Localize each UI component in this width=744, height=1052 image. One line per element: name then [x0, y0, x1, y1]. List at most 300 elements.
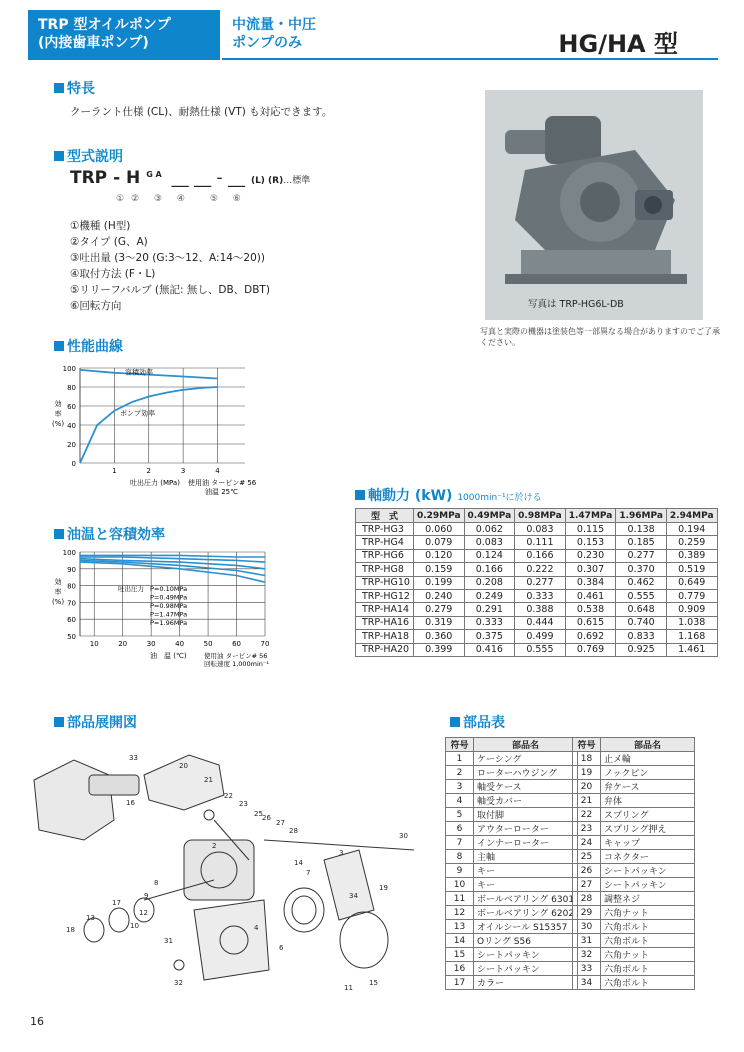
part-name: 弁ケース: [601, 780, 695, 794]
table-row: [446, 864, 578, 878]
part-number: 27: [573, 878, 601, 892]
part-number: 23: [573, 822, 601, 836]
value-cell: 1.168: [666, 630, 717, 643]
col-name: 部品名: [474, 738, 578, 752]
part-number: 26: [573, 864, 601, 878]
value-cell: 0.461: [565, 589, 616, 602]
table-row: [446, 906, 578, 920]
part-number: 7: [446, 836, 474, 850]
value-cell: 0.307: [565, 563, 616, 576]
shaft-power-heading: 軸動力 (kW) 1000min⁻¹に於ける: [355, 485, 542, 505]
value-cell: 0.370: [616, 563, 667, 576]
value-cell: 0.259: [666, 536, 717, 549]
section-marker-icon: [54, 151, 64, 161]
value-cell: 0.166: [464, 563, 515, 576]
table-row: [573, 878, 695, 892]
part-name: キャップ: [601, 836, 695, 850]
svg-text:17: 17: [112, 899, 121, 907]
photo-caption: 写真は TRP-HG6L-DB: [528, 299, 624, 310]
y-tick-label: 100: [62, 365, 76, 373]
value-cell: 0.615: [565, 616, 616, 629]
table-row: [446, 878, 578, 892]
value-cell: 0.779: [666, 589, 717, 602]
y-tick-label: 60: [67, 403, 76, 411]
part-number: 2: [446, 766, 474, 780]
y-tick-label: 20: [67, 441, 76, 449]
model-cell: TRP-HA18: [356, 630, 414, 643]
model-cell: TRP-HA20: [356, 643, 414, 656]
part-number: 9: [446, 864, 474, 878]
part-name: キー: [474, 864, 578, 878]
model-code-prefix: TRP - H: [70, 168, 141, 188]
part-number: 14: [446, 934, 474, 948]
part-name: 弁体: [601, 794, 695, 808]
svg-text:18: 18: [66, 926, 75, 934]
list-item: ②タイプ (G、A): [70, 236, 148, 248]
part-name: カラー: [474, 976, 578, 990]
table-row: [446, 976, 578, 990]
model-code: [70, 168, 310, 188]
column-header: 1.47MPa: [565, 509, 616, 523]
table-row: [446, 836, 578, 850]
condition-text: 油温 25℃: [205, 488, 238, 496]
part-number: 31: [573, 934, 601, 948]
svg-text:33: 33: [129, 754, 138, 762]
list-item: ④取付方法 (F・L): [70, 268, 156, 280]
table-row: [573, 948, 695, 962]
value-cell: 0.648: [616, 603, 667, 616]
parts-table-right: [572, 737, 695, 990]
x-axis-label: 吐出圧力 (MPa): [130, 479, 180, 487]
part-number: 34: [573, 976, 601, 990]
shaft-power-table: [355, 508, 718, 657]
y-tick-label: 0: [71, 460, 76, 468]
value-cell: 0.277: [515, 576, 566, 589]
table-row: [573, 906, 695, 920]
legend-title: 吐出圧力: [118, 585, 144, 593]
value-cell: 0.277: [616, 549, 667, 562]
svg-text:19: 19: [379, 884, 388, 892]
exploded-heading: 部品展開図: [54, 712, 137, 732]
value-cell: 0.279: [413, 603, 464, 616]
value-cell: 0.416: [464, 643, 515, 656]
value-cell: 0.375: [464, 630, 515, 643]
part-name: オイルシール S15357: [474, 920, 578, 934]
value-cell: 1.038: [666, 616, 717, 629]
value-cell: 0.389: [666, 549, 717, 562]
x-tick-label: 1: [112, 467, 117, 475]
table-row: [446, 822, 578, 836]
part-name: 止メ輪: [601, 752, 695, 766]
legend-item: P=1.47MPa: [150, 610, 188, 619]
x-tick-label: 20: [118, 640, 128, 648]
y-axis-label: (%): [51, 420, 65, 428]
column-header: 0.98MPa: [515, 509, 566, 523]
svg-text:28: 28: [289, 827, 298, 835]
table-row: [446, 808, 578, 822]
svg-text:6: 6: [279, 944, 284, 952]
model-code-blanks: __ __ - __: [171, 168, 246, 188]
part-name: キー: [474, 878, 578, 892]
x-tick-label: 60: [232, 640, 241, 648]
table-row: [356, 549, 718, 562]
part-number: 1: [446, 752, 474, 766]
value-cell: 0.222: [515, 563, 566, 576]
model-code-rl: (L) (R): [250, 176, 284, 186]
section-marker-icon: [54, 83, 64, 93]
svg-text:34: 34: [349, 892, 358, 900]
part-name: アウターローター: [474, 822, 578, 836]
value-cell: 0.692: [565, 630, 616, 643]
oil-temp-heading: 油温と容積効率: [54, 524, 165, 544]
part-number: 19: [573, 766, 601, 780]
table-row: [356, 536, 718, 549]
part-name: 六角ナット: [601, 948, 695, 962]
table-row: [356, 630, 718, 643]
table-row: [446, 948, 578, 962]
features-heading: 特長: [54, 78, 95, 98]
list-item: ①機種 (H型): [70, 220, 131, 232]
part-number: 32: [573, 948, 601, 962]
table-row: [573, 892, 695, 906]
value-cell: 0.444: [515, 616, 566, 629]
header-category-line1: TRP 型オイルポンプ: [38, 17, 171, 33]
table-row: [573, 808, 695, 822]
column-header: 1.96MPa: [616, 509, 667, 523]
part-number: 3: [446, 780, 474, 794]
value-cell: 0.360: [413, 630, 464, 643]
model-heading: 型式説明: [54, 146, 123, 166]
value-cell: 0.388: [515, 603, 566, 616]
table-row: [573, 836, 695, 850]
col-no: 符号: [446, 738, 474, 752]
part-number: 33: [573, 962, 601, 976]
value-cell: 0.649: [666, 576, 717, 589]
table-row: [446, 794, 578, 808]
section-marker-icon: [355, 490, 365, 500]
part-number: 5: [446, 808, 474, 822]
table-row: [573, 920, 695, 934]
value-cell: 0.319: [413, 616, 464, 629]
y-tick-label: 100: [62, 549, 76, 557]
part-name: ボールベアリング 6301: [474, 892, 578, 906]
table-row: [573, 962, 695, 976]
table-row: [356, 576, 718, 589]
value-cell: 0.462: [616, 576, 667, 589]
part-name: シートパッキン: [474, 962, 578, 976]
value-cell: 0.060: [413, 523, 464, 536]
part-name: ノックピン: [601, 766, 695, 780]
table-row: [573, 794, 695, 808]
value-cell: 0.199: [413, 576, 464, 589]
svg-text:32: 32: [174, 979, 183, 987]
value-cell: 0.909: [666, 603, 717, 616]
model-cell: TRP-HG6: [356, 549, 414, 562]
x-tick-label: 10: [89, 640, 99, 648]
table-row: [573, 976, 695, 990]
parts-heading: 部品表: [450, 712, 505, 732]
table-row: [446, 850, 578, 864]
part-number: 11: [446, 892, 474, 906]
legend-item: P=0.10MPa: [150, 585, 188, 593]
svg-text:10: 10: [130, 922, 139, 930]
section-marker-icon: [54, 529, 64, 539]
header-category-line2: (内接歯車ポンプ): [38, 35, 149, 51]
header-sub-line1: 中流量・中圧: [232, 17, 316, 33]
part-name: インナーローター: [474, 836, 578, 850]
product-photo: [485, 90, 703, 320]
table-row: [573, 780, 695, 794]
table-row: [446, 752, 578, 766]
shaft-power-sub: 1000min⁻¹に於ける: [457, 493, 542, 503]
part-name: 主軸: [474, 850, 578, 864]
svg-text:25: 25: [254, 810, 263, 818]
part-number: 18: [573, 752, 601, 766]
svg-text:31: 31: [164, 937, 173, 945]
page-number: 16: [30, 1015, 44, 1028]
svg-text:13: 13: [86, 914, 95, 922]
part-name: ケーシング: [474, 752, 578, 766]
svg-text:30: 30: [399, 832, 408, 840]
model-cell: TRP-HG8: [356, 563, 414, 576]
part-name: 六角ボルト: [601, 934, 695, 948]
value-cell: 0.120: [413, 549, 464, 562]
column-header: 0.29MPa: [413, 509, 464, 523]
list-item: ⑤リリーフバルブ (無記: 無し、DB、DBT): [70, 284, 270, 296]
model-cell: TRP-HA16: [356, 616, 414, 629]
part-number: 22: [573, 808, 601, 822]
part-name: ボールベアリング 6202: [474, 906, 578, 920]
list-item: ⑥回転方向: [70, 300, 122, 312]
value-cell: 0.230: [565, 549, 616, 562]
part-name: シートパッキン: [601, 864, 695, 878]
column-header: 型 式: [356, 509, 414, 523]
value-cell: 0.769: [565, 643, 616, 656]
parts-table-left: [445, 737, 578, 990]
model-cell: TRP-HG10: [356, 576, 414, 589]
condition-text: 使用油 タービン# 56: [204, 652, 268, 660]
svg-text:27: 27: [276, 819, 285, 827]
page-title: HG/HA 型: [558, 30, 678, 58]
part-number: 10: [446, 878, 474, 892]
part-name: 六角ナット: [601, 906, 695, 920]
part-name: シートパッキン: [601, 878, 695, 892]
value-cell: 0.185: [616, 536, 667, 549]
legend-item: P=0.49MPa: [150, 593, 188, 602]
part-name: 六角ボルト: [601, 962, 695, 976]
series-label: ポンプ効率: [120, 409, 155, 418]
value-cell: 0.833: [616, 630, 667, 643]
column-header: 0.49MPa: [464, 509, 515, 523]
y-axis-label: 率: [54, 588, 62, 596]
model-items: [70, 218, 270, 314]
header-sub-line2: ポンプのみ: [232, 35, 302, 51]
y-axis-label: 率: [54, 410, 62, 418]
svg-text:21: 21: [204, 776, 213, 784]
value-cell: 0.062: [464, 523, 515, 536]
part-number: 20: [573, 780, 601, 794]
table-row: [573, 934, 695, 948]
value-cell: 0.159: [413, 563, 464, 576]
y-axis-label: (%): [51, 598, 65, 606]
part-name: Oリング S56: [474, 934, 578, 948]
part-name: 六角ボルト: [601, 976, 695, 990]
value-cell: 0.083: [515, 523, 566, 536]
y-tick-label: 50: [67, 633, 76, 641]
value-cell: 0.111: [515, 536, 566, 549]
svg-text:20: 20: [179, 762, 188, 770]
part-name: 取付脚: [474, 808, 578, 822]
col-name: 部品名: [601, 738, 695, 752]
x-axis-label: 油 温 (℃): [150, 652, 187, 660]
part-name: スプリング押え: [601, 822, 695, 836]
table-row: [573, 766, 695, 780]
legend-item: P=1.96MPa: [150, 619, 188, 627]
header-model-area: [352, 10, 718, 60]
svg-text:8: 8: [154, 879, 159, 887]
part-number: 15: [446, 948, 474, 962]
value-cell: 0.249: [464, 589, 515, 602]
condition-text: 使用油 タービン# 56: [188, 479, 257, 487]
section-marker-icon: [54, 341, 64, 351]
table-row: [446, 920, 578, 934]
part-name: 軸受カバー: [474, 794, 578, 808]
features-text: クーラント仕様 (CL)、耐熱仕様 (VT) も対応できます。: [70, 106, 333, 118]
value-cell: 0.138: [616, 523, 667, 536]
model-code-ga: G A: [146, 170, 162, 179]
x-tick-label: 30: [146, 640, 156, 648]
table-row: [446, 892, 578, 906]
model-cell: TRP-HA14: [356, 603, 414, 616]
table-row: [356, 563, 718, 576]
part-number: 21: [573, 794, 601, 808]
col-no: 符号: [573, 738, 601, 752]
svg-text:16: 16: [126, 799, 135, 807]
value-cell: 0.208: [464, 576, 515, 589]
svg-text:15: 15: [369, 979, 378, 987]
part-number: 25: [573, 850, 601, 864]
y-tick-label: 80: [67, 582, 76, 591]
value-cell: 0.083: [464, 536, 515, 549]
x-tick-label: 3: [180, 467, 186, 475]
x-tick-label: 70: [260, 640, 270, 648]
svg-text:4: 4: [254, 924, 259, 932]
part-number: 12: [446, 906, 474, 920]
oil-temp-chart: [30, 544, 300, 674]
table-row: [446, 780, 578, 794]
model-code-numbers: ① ② ③ ④ ⑤ ⑥: [116, 194, 241, 204]
x-tick-label: 40: [175, 640, 185, 648]
photo-note: 写真と実際の機器は塗装色等一部異なる場合がありますのでご了承ください。: [480, 327, 720, 347]
value-cell: 0.291: [464, 603, 515, 616]
value-cell: 0.555: [515, 643, 566, 656]
table-row: [573, 864, 695, 878]
svg-text:12: 12: [139, 909, 148, 917]
value-cell: 0.384: [565, 576, 616, 589]
table-row: [356, 616, 718, 629]
svg-text:22: 22: [224, 792, 233, 800]
part-number: 16: [446, 962, 474, 976]
performance-chart: [30, 358, 300, 498]
part-number: 28: [573, 892, 601, 906]
value-cell: 0.333: [515, 589, 566, 602]
list-item: ③吐出量 (3～20 (G:3～12、A:14～20)): [70, 252, 265, 264]
part-number: 30: [573, 920, 601, 934]
part-name: シートパッキン: [474, 948, 578, 962]
part-number: 29: [573, 906, 601, 920]
svg-text:23: 23: [239, 800, 248, 808]
value-cell: 1.461: [666, 643, 717, 656]
part-number: 6: [446, 822, 474, 836]
header-subcategory: [222, 10, 352, 60]
series-label: 容積効率: [125, 368, 153, 377]
part-number: 8: [446, 850, 474, 864]
value-cell: 0.519: [666, 563, 717, 576]
performance-heading: 性能曲線: [54, 336, 123, 356]
svg-text:3: 3: [339, 849, 344, 857]
value-cell: 0.333: [464, 616, 515, 629]
header-category: [28, 10, 220, 60]
table-row: [573, 850, 695, 864]
y-tick-label: 90: [67, 565, 76, 574]
model-cell: TRP-HG3: [356, 523, 414, 536]
value-cell: 0.153: [565, 536, 616, 549]
y-tick-label: 80: [67, 384, 76, 392]
value-cell: 0.499: [515, 630, 566, 643]
section-marker-icon: [54, 717, 64, 727]
table-row: [573, 822, 695, 836]
table-row: [446, 766, 578, 780]
svg-text:11: 11: [344, 984, 353, 992]
value-cell: 0.166: [515, 549, 566, 562]
value-cell: 0.925: [616, 643, 667, 656]
condition-text: 回転速度 1,000min⁻¹: [204, 660, 269, 668]
value-cell: 0.079: [413, 536, 464, 549]
value-cell: 0.240: [413, 589, 464, 602]
svg-text:2: 2: [212, 842, 217, 850]
table-row: [356, 643, 718, 656]
y-tick-label: 70: [67, 599, 76, 608]
column-header: 2.94MPa: [666, 509, 717, 523]
section-marker-icon: [450, 717, 460, 727]
y-tick-label: 40: [67, 422, 76, 430]
part-name: コネクター: [601, 850, 695, 864]
part-name: スプリング: [601, 808, 695, 822]
part-number: 13: [446, 920, 474, 934]
svg-text:9: 9: [144, 892, 149, 900]
model-cell: TRP-HG4: [356, 536, 414, 549]
table-row: [573, 752, 695, 766]
value-cell: 0.740: [616, 616, 667, 629]
value-cell: 0.115: [565, 523, 616, 536]
table-row: [356, 523, 718, 536]
y-axis-label: 効: [54, 578, 62, 586]
table-row: [446, 934, 578, 948]
svg-text:7: 7: [306, 869, 311, 877]
part-number: 4: [446, 794, 474, 808]
value-cell: 0.194: [666, 523, 717, 536]
svg-text:26: 26: [262, 814, 271, 822]
x-tick-label: 4: [215, 467, 220, 475]
y-tick-label: 60: [67, 616, 76, 625]
part-name: 軸受ケース: [474, 780, 578, 794]
part-name: 調整ネジ: [601, 892, 695, 906]
x-tick-label: 50: [203, 640, 213, 648]
value-cell: 0.124: [464, 549, 515, 562]
legend-item: P=0.98MPa: [150, 602, 188, 610]
y-axis-label: 効: [54, 400, 62, 408]
x-tick-label: 2: [146, 467, 151, 475]
